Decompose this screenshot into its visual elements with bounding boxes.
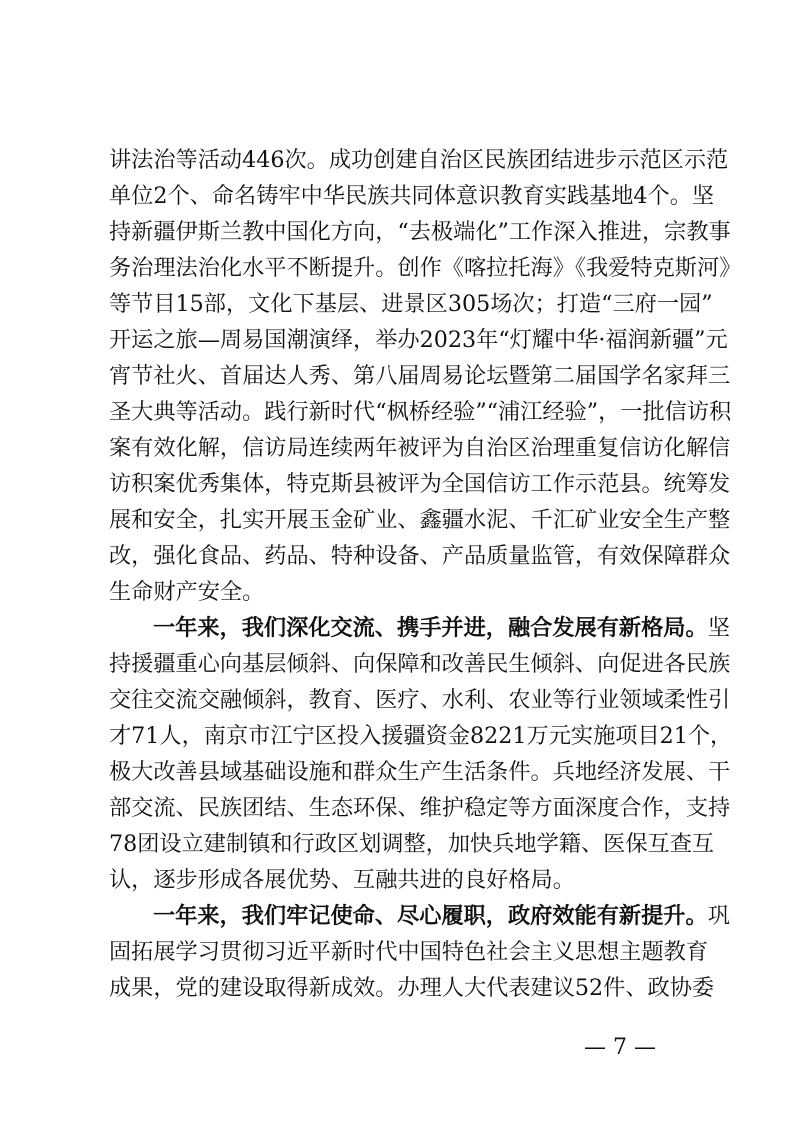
paragraph-line-tail: 巩 xyxy=(707,903,730,929)
paragraph-line: 讲法治等活动446次。成功创建自治区民族团结进步示范区示范 xyxy=(109,147,729,173)
paragraph-line: 才71人，南京市江宁区投入援疆资金8221万元实施项目21个， xyxy=(109,723,733,749)
paragraph-line: 等节目15部，文化下基层、进景区305场次；打造“三府一园” xyxy=(109,291,713,317)
paragraph-line: 改，强化食品、药品、特种设备、产品质量监管，有效保障群众 xyxy=(109,543,731,569)
paragraph-line: 固拓展学习贯彻习近平新时代中国特色社会主义思想主题教育 xyxy=(109,939,709,965)
paragraph-line: 圣大典等活动。践行新时代“枫桥经验”“浦江经验”，一批信访积 xyxy=(109,399,732,425)
paragraph-line: 案有效化解，信访局连续两年被评为自治区治理重复信访化解信 xyxy=(109,435,731,461)
paragraph-line: 单位2个、命名铸牢中华民族共同体意识教育实践基地4个。坚 xyxy=(109,183,715,209)
paragraph-line: 认，逐步形成各展优势、互融共进的良好格局。 xyxy=(109,867,575,893)
paragraph-line: 宵节社火、首届达人秀、第八届周易论坛暨第二届国学名家拜三 xyxy=(109,363,731,389)
paragraph-line-tail: 坚 xyxy=(707,615,730,641)
page-number: — 7 — xyxy=(584,1035,656,1060)
paragraph-lead-heading: 一年来，我们深化交流、携手并进，融合发展有新格局。 xyxy=(153,615,708,641)
paragraph-line: 交往交流交融倾斜，教育、医疗、水利、农业等行业领域柔性引 xyxy=(109,687,731,713)
paragraph-line: 展和安全，扎实开展玉金矿业、鑫疆水泥、千汇矿业安全生产整 xyxy=(109,507,731,533)
paragraph-line: 持援疆重心向基层倾斜、向保障和改善民生倾斜、向促进各民族 xyxy=(109,651,731,677)
paragraph-line: 持新疆伊斯兰教中国化方向，“去极端化”工作深入推进，宗教事 xyxy=(109,219,731,245)
paragraph-line: 成果，党的建设取得新成效。办理人大代表建议52件、政协委 xyxy=(109,975,715,1001)
paragraph-line: 极大改善县域基础设施和群众生产生活条件。兵地经济发展、干 xyxy=(109,759,731,785)
paragraph-line: 部交流、民族团结、生态环保、维护稳定等方面深度合作，支持 xyxy=(109,795,731,821)
paragraph-line: 访积案优秀集体，特克斯县被评为全国信访工作示范县。统筹发 xyxy=(109,471,731,497)
paragraph-line: 生命财产安全。 xyxy=(109,579,265,605)
paragraph-line: 务治理法治化水平不断提升。创作《喀拉托海》《我爱特克斯河》 xyxy=(109,255,742,281)
paragraph-line: 开运之旅—周易国潮演绎，举办2023年“灯耀中华·福润新疆”元 xyxy=(109,327,728,353)
paragraph-first-line xyxy=(153,610,730,646)
paragraph-line: 78团设立建制镇和行政区划调整，加快兵地学籍、医保互查互 xyxy=(109,831,715,857)
paragraph-first-line xyxy=(153,898,730,934)
paragraph-lead-heading: 一年来，我们牢记使命、尽心履职，政府效能有新提升。 xyxy=(153,903,708,929)
